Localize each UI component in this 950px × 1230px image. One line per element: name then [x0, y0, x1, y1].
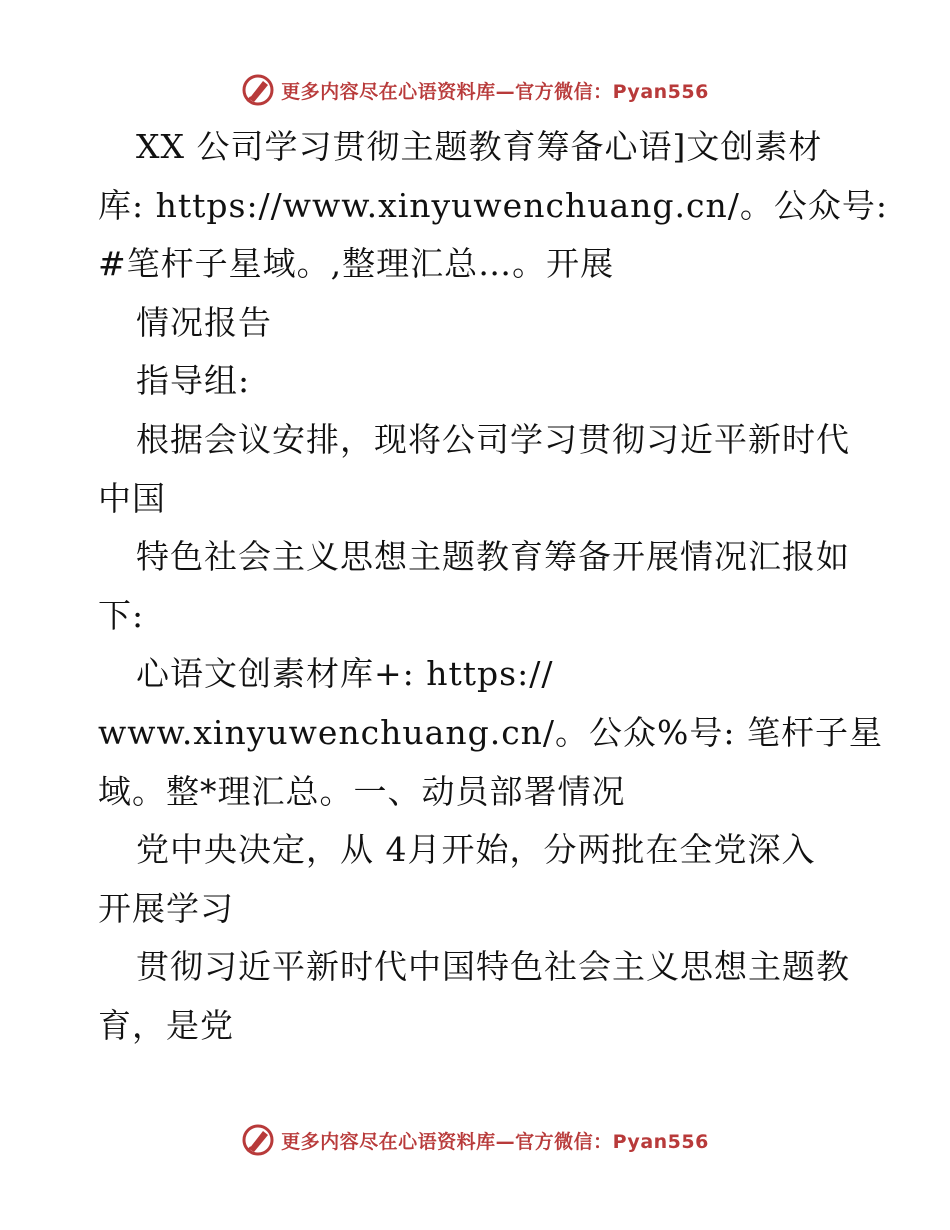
text-line: 特色社会主义思想主题教育筹备开展情况汇报如 — [136, 537, 850, 577]
footer-banner — [0, 1120, 950, 1160]
text-line: 党中央决定，从 4月开始，分两批在全党深入 — [136, 830, 816, 870]
document-body — [98, 118, 888, 1056]
pen-quill-logo-icon — [241, 1123, 275, 1157]
text-line: 库: https://www.xinyuwenchuang.cn/。公众号: — [98, 185, 888, 225]
footer-banner-text: 更多内容尽在心语资料库—官方微信：Pyan556 — [281, 1130, 709, 1153]
text-line: 域。整*理汇总。一、动员部署情况 — [98, 771, 626, 811]
text-line: www.xinyuwenchuang.cn/。公众%号: 笔杆子星 — [98, 712, 884, 752]
text-line: 情况报告 — [136, 302, 272, 342]
text-line: 育，是党 — [98, 1005, 234, 1045]
text-line: 开展学习 — [98, 888, 234, 928]
text-line: XX 公司学习贯彻主题教育筹备心语]文创素材 — [136, 127, 823, 166]
header-banner — [0, 70, 950, 110]
header-banner-text: 更多内容尽在心语资料库—官方微信：Pyan556 — [281, 80, 709, 103]
text-line: 指导组: — [136, 361, 251, 401]
pen-quill-logo-icon — [241, 73, 275, 107]
text-line: 贯彻习近平新时代中国特色社会主义思想主题教 — [136, 947, 850, 987]
text-line: 中国 — [98, 478, 166, 518]
text-line: 下: — [98, 595, 145, 635]
text-line: 根据会议安排，现将公司学习贯彻习近平新时代 — [136, 419, 850, 459]
text-line: #笔杆子星域。,整理汇总…。开展 — [98, 244, 615, 284]
text-line: 心语文创素材库+: https:// — [136, 654, 554, 694]
